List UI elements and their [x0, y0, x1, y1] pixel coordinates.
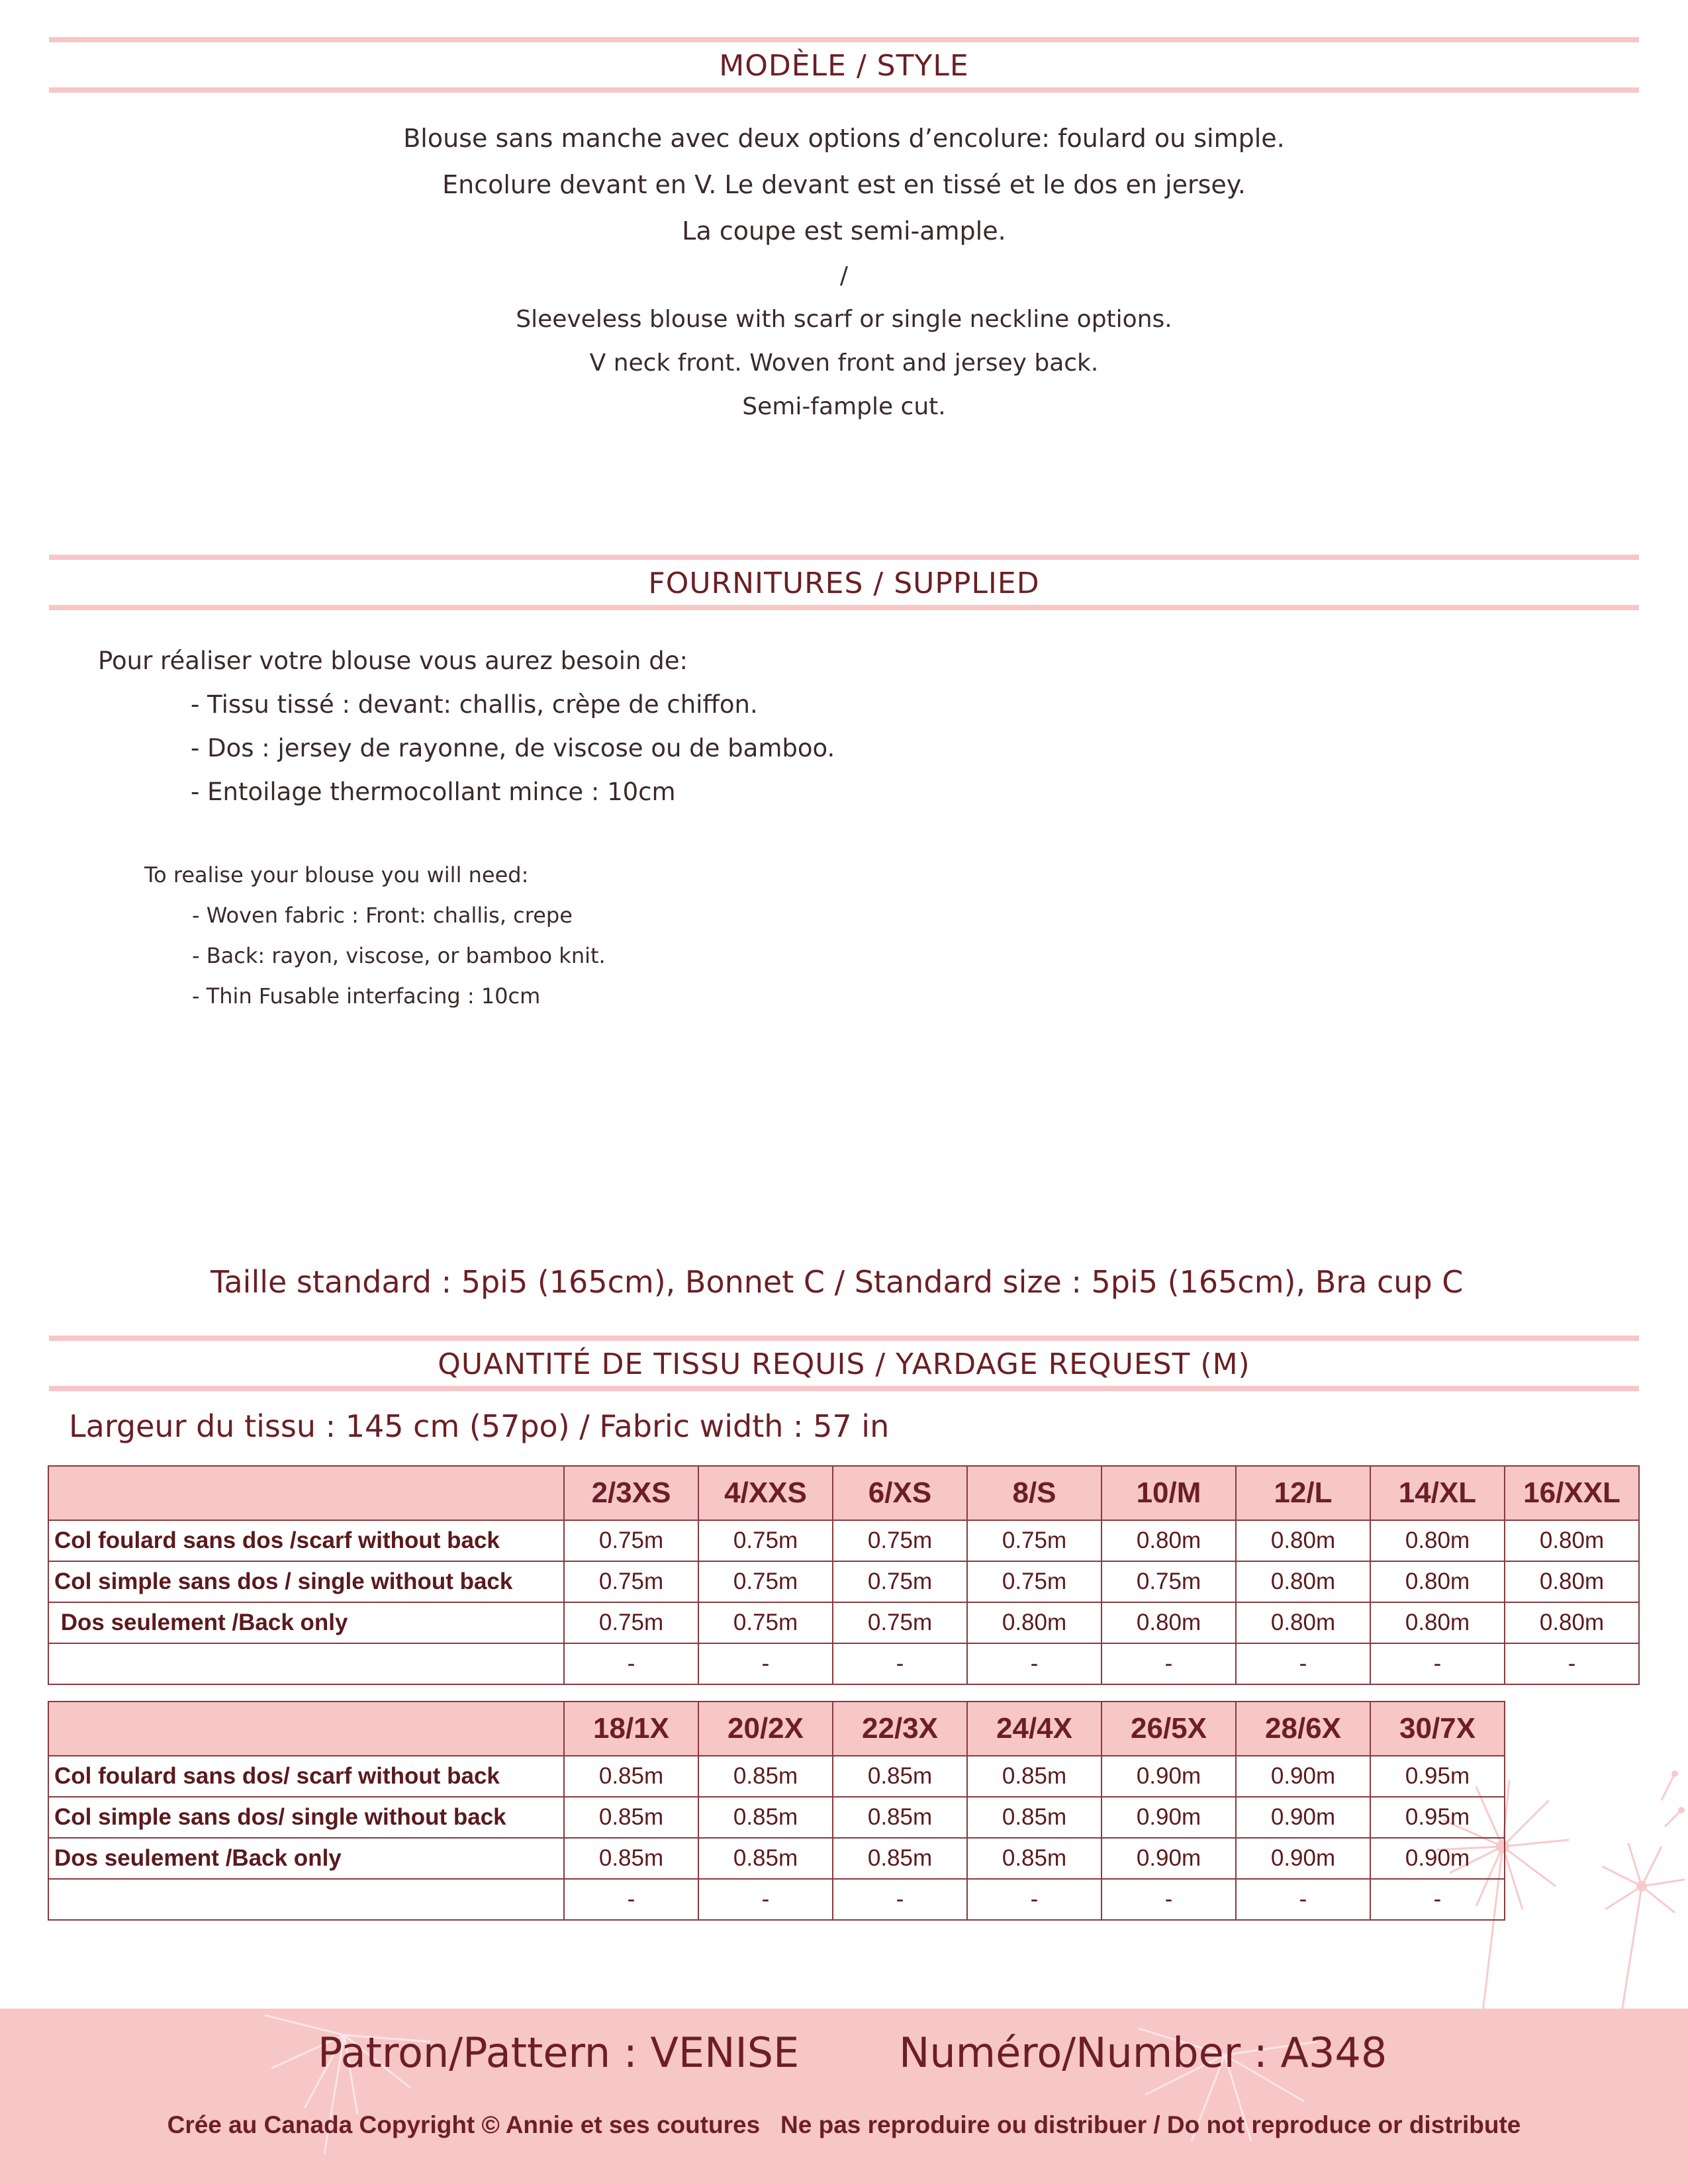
divider	[49, 37, 1639, 42]
yardage-cell: 0.80m	[1505, 1520, 1639, 1561]
table-row	[48, 1561, 1639, 1602]
yardage-cell: -	[1505, 1643, 1639, 1684]
table-row	[48, 1797, 1505, 1838]
yardage-cell: 0.85m	[833, 1838, 967, 1879]
section-title-yardage: QUANTITÉ DE TISSU REQUIS / YARDAGE REQUEST (M)	[438, 1347, 1250, 1381]
supplies-en	[144, 855, 606, 1017]
row-label: Col simple sans dos / single without back	[48, 1561, 564, 1602]
supplies-intro-en: To realise your blouse you will need:	[144, 862, 529, 887]
yardage-cell: -	[1102, 1879, 1236, 1920]
header-blank-cell	[48, 1466, 564, 1520]
yardage-cell: 0.80m	[1370, 1520, 1505, 1561]
yardage-cell: 0.80m	[1370, 1561, 1505, 1602]
yardage-cell: -	[967, 1643, 1102, 1684]
yardage-cell: 0.75m	[833, 1561, 967, 1602]
yardage-cell: 0.85m	[833, 1756, 967, 1797]
copyright-notice: Crée au Canada Copyright © Annie et ses coutures Ne pas reproduire ou distribuer / Do not reproduce or distribute	[167, 2111, 1521, 2138]
divider	[49, 605, 1639, 610]
yardage-cell: -	[1370, 1879, 1505, 1920]
style-line-en: Semi-fample cut.	[742, 393, 946, 420]
yardage-cell: 0.90m	[1236, 1838, 1370, 1879]
yardage-cell: 0.75m	[833, 1520, 967, 1561]
yardage-cell: 0.75m	[564, 1520, 698, 1561]
yardage-cell: 0.85m	[967, 1838, 1102, 1879]
supply-item-en: - Woven fabric : Front: challis, crepe	[192, 903, 573, 928]
dandelion-footer-decoration	[0, 2009, 1688, 2184]
yardage-cell: -	[1370, 1643, 1505, 1684]
size-header: 22/3X	[833, 1702, 967, 1756]
standard-size: Taille standard : 5pi5 (165cm), Bonnet C / Standard size : 5pi5 (165cm), Bra cup C	[211, 1264, 1464, 1300]
yardage-cell: 0.75m	[1102, 1561, 1236, 1602]
style-description	[49, 115, 1639, 429]
yardage-cell: -	[833, 1879, 967, 1920]
supply-item-fr: - Dos : jersey de rayonne, de viscose ou de bamboo.	[191, 734, 835, 762]
divider	[49, 1386, 1639, 1391]
row-label: Col simple sans dos/ single without back	[48, 1797, 564, 1838]
table-header-row	[48, 1466, 1639, 1520]
divider	[49, 555, 1639, 560]
yardage-cell: 0.75m	[698, 1561, 833, 1602]
row-label	[48, 1879, 564, 1920]
supply-item-en: - Back: rayon, viscose, or bamboo knit.	[192, 943, 606, 968]
yardage-cell: 0.85m	[967, 1797, 1102, 1838]
yardage-cell: 0.75m	[967, 1561, 1102, 1602]
table-row	[48, 1643, 1639, 1684]
style-line-fr: Blouse sans manche avec deux options d’encolure: foulard ou simple.	[403, 124, 1285, 153]
size-header: 16/XXL	[1505, 1466, 1639, 1520]
size-header: 20/2X	[698, 1702, 833, 1756]
supply-item-fr: - Tissu tissé : devant: challis, crèpe de chiffon.	[191, 690, 758, 719]
divider	[49, 87, 1639, 93]
style-line-en: Sleeveless blouse with scarf or single neckline options.	[516, 306, 1172, 333]
supply-item-en: - Thin Fusable interfacing : 10cm	[192, 983, 541, 1009]
yardage-cell: 0.80m	[1236, 1520, 1370, 1561]
supplies-intro-fr: Pour réaliser votre blouse vous aurez besoin de:	[98, 647, 688, 675]
yardage-cell: 0.80m	[1236, 1561, 1370, 1602]
row-label: Col foulard sans dos /scarf without back	[48, 1520, 564, 1561]
size-header: 6/XS	[833, 1466, 967, 1520]
size-header: 2/3XS	[564, 1466, 698, 1520]
supply-item-fr: - Entoilage thermocollant mince : 10cm	[191, 778, 676, 806]
size-header: 18/1X	[564, 1702, 698, 1756]
yardage-cell: 0.75m	[564, 1561, 698, 1602]
yardage-cell: -	[564, 1643, 698, 1684]
yardage-cell: 0.75m	[967, 1520, 1102, 1561]
yardage-cell: 0.85m	[698, 1797, 833, 1838]
yardage-cell: 0.85m	[564, 1756, 698, 1797]
section-title-style: MODÈLE / STYLE	[719, 49, 969, 83]
yardage-cell: 0.90m	[1370, 1838, 1505, 1879]
size-header: 30/7X	[1370, 1702, 1505, 1756]
size-header: 12/L	[1236, 1466, 1370, 1520]
row-label: Col foulard sans dos/ scarf without back	[48, 1756, 564, 1797]
section-title-supplies: FOURNITURES / SUPPLIED	[648, 567, 1040, 600]
table-row	[48, 1756, 1505, 1797]
table-row	[48, 1602, 1639, 1643]
yardage-cell: 0.80m	[1102, 1520, 1236, 1561]
size-header: 28/6X	[1236, 1702, 1370, 1756]
yardage-cell: -	[833, 1643, 967, 1684]
size-header: 10/M	[1102, 1466, 1236, 1520]
table-row	[48, 1879, 1505, 1920]
yardage-cell: 0.90m	[1236, 1797, 1370, 1838]
supplies-fr	[98, 639, 835, 814]
yardage-cell: -	[1236, 1879, 1370, 1920]
size-header: 8/S	[967, 1466, 1102, 1520]
yardage-cell: -	[698, 1643, 833, 1684]
yardage-cell: 0.80m	[1236, 1602, 1370, 1643]
yardage-cell: 0.85m	[967, 1756, 1102, 1797]
yardage-cell: -	[967, 1879, 1102, 1920]
yardage-table-2	[48, 1701, 1505, 1921]
size-header: 14/XL	[1370, 1466, 1505, 1520]
table-header-row	[48, 1702, 1505, 1756]
size-header: 4/XXS	[698, 1466, 833, 1520]
yardage-cell: 0.95m	[1370, 1756, 1505, 1797]
yardage-cell: 0.75m	[833, 1602, 967, 1643]
footer-band	[0, 2009, 1688, 2184]
yardage-cell: 0.90m	[1102, 1797, 1236, 1838]
pattern-number: Numéro/Number : A348	[899, 2028, 1387, 2077]
yardage-cell: 0.75m	[564, 1602, 698, 1643]
yardage-cell: 0.85m	[564, 1797, 698, 1838]
table-row	[48, 1838, 1505, 1879]
style-line-fr: La coupe est semi-ample.	[682, 216, 1006, 246]
yardage-cell: 0.85m	[698, 1838, 833, 1879]
row-label	[48, 1643, 564, 1684]
row-label: Dos seulement /Back only	[48, 1838, 564, 1879]
yardage-cell: -	[1102, 1643, 1236, 1684]
yardage-cell: 0.80m	[1102, 1602, 1236, 1643]
yardage-cell: 0.80m	[1505, 1561, 1639, 1602]
divider	[49, 1336, 1639, 1341]
yardage-cell: 0.85m	[698, 1756, 833, 1797]
yardage-cell: 0.90m	[1102, 1756, 1236, 1797]
yardage-cell: 0.75m	[698, 1602, 833, 1643]
yardage-table-1	[48, 1465, 1640, 1685]
yardage-cell: 0.95m	[1370, 1797, 1505, 1838]
pattern-name: Patron/Pattern : VENISE	[318, 2028, 800, 2077]
yardage-cell: 0.80m	[1370, 1602, 1505, 1643]
yardage-cell: 0.85m	[564, 1838, 698, 1879]
style-line-en: V neck front. Woven front and jersey back.	[589, 349, 1099, 377]
yardage-cell: -	[564, 1879, 698, 1920]
yardage-cell: 0.90m	[1236, 1756, 1370, 1797]
yardage-cell: 0.80m	[1505, 1602, 1639, 1643]
row-label: Dos seulement /Back only	[48, 1602, 564, 1643]
header-blank-cell	[48, 1702, 564, 1756]
yardage-cell: 0.75m	[698, 1520, 833, 1561]
yardage-cell: -	[1236, 1643, 1370, 1684]
yardage-cell: 0.80m	[967, 1602, 1102, 1643]
size-header: 24/4X	[967, 1702, 1102, 1756]
size-header: 26/5X	[1102, 1702, 1236, 1756]
style-separator: /	[839, 262, 849, 289]
yardage-cell: 0.90m	[1102, 1838, 1236, 1879]
style-line-fr: Encolure devant en V. Le devant est en tissé et le dos en jersey.	[442, 170, 1246, 199]
yardage-cell: -	[698, 1879, 833, 1920]
table-row	[48, 1520, 1639, 1561]
fabric-width: Largeur du tissu : 145 cm (57po) / Fabric width : 57 in	[69, 1408, 890, 1444]
yardage-cell: 0.85m	[833, 1797, 967, 1838]
